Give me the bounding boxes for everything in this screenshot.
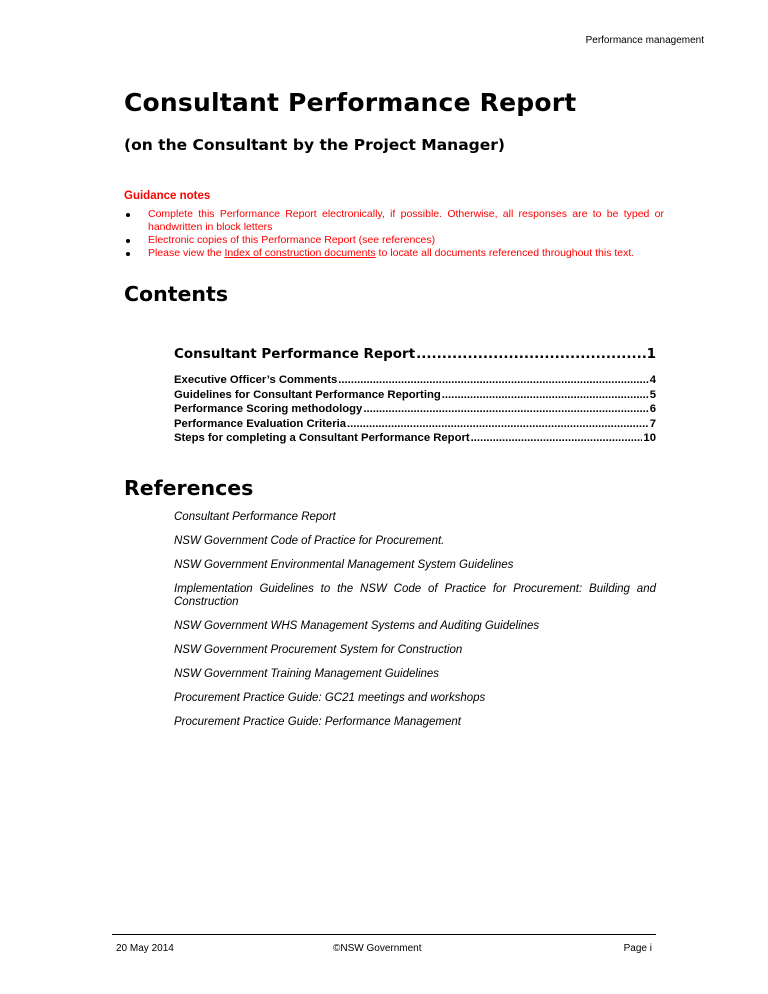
footer-divider xyxy=(112,934,656,935)
toc-entry-main[interactable] xyxy=(174,346,656,368)
references-list xyxy=(174,511,656,740)
document-subtitle: (on the Consultant by the Project Manager) xyxy=(124,136,505,154)
toc-entry-title: Guidelines for Consultant Performance Reporting xyxy=(174,388,441,401)
reference-item: Procurement Practice Guide: GC21 meetings and workshops xyxy=(174,692,486,704)
document-title: Consultant Performance Report xyxy=(124,88,577,117)
reference-item: NSW Government WHS Management Systems and Auditing Guidelines xyxy=(174,620,540,632)
reference-item: NSW Government Procurement System for Construction xyxy=(174,644,463,656)
toc-entry-page: 7 xyxy=(649,417,656,430)
index-of-construction-documents-link[interactable]: Index of construction documents xyxy=(224,247,376,259)
toc-entry-page: 4 xyxy=(649,374,656,386)
reference-item: NSW Government Training Management Guidelines xyxy=(174,668,440,680)
guidance-item xyxy=(124,247,664,260)
toc-entry[interactable] xyxy=(174,432,656,447)
toc-entry-page: 10 xyxy=(643,432,656,444)
guidance-item: Electronic copies of this Performance Report (see references) xyxy=(124,234,664,247)
guidance-notes-list xyxy=(124,208,664,260)
toc-entry-title: Consultant Performance Report xyxy=(174,346,416,362)
footer-date: 20 May 2014 xyxy=(116,943,174,954)
contents-heading: Contents xyxy=(124,282,229,306)
toc-entry[interactable] xyxy=(174,418,656,433)
reference-item: Consultant Performance Report xyxy=(174,511,336,523)
footer-copyright: ©NSW Government xyxy=(333,943,422,954)
reference-item: NSW Government Code of Practice for Procurement. xyxy=(174,535,445,547)
toc-entry[interactable] xyxy=(174,374,656,389)
toc-entry[interactable] xyxy=(174,389,656,404)
table-of-contents xyxy=(174,346,656,447)
reference-item: NSW Government Environmental Management System Guidelines xyxy=(174,559,514,571)
reference-item: Procurement Practice Guide: Performance Management xyxy=(174,716,461,728)
toc-entry[interactable] xyxy=(174,403,656,418)
toc-dot-leader xyxy=(442,389,649,401)
toc-entry-title: Performance Evaluation Criteria xyxy=(174,417,347,430)
reference-item: Implementation Guidelines to the NSW Code of Practice for Procurement: Building and Construction xyxy=(174,583,656,608)
toc-entry-page: 1 xyxy=(646,346,656,362)
guidance-item: Complete this Performance Report electronically, if possible. Otherwise, all responses are to be typed or handwritten in block letters xyxy=(124,208,664,234)
guidance-item-prefix: Please view the xyxy=(148,247,225,259)
toc-dot-leader xyxy=(416,346,645,362)
footer-page-number: Page i xyxy=(623,943,652,954)
running-header: Performance management xyxy=(585,35,704,46)
toc-entry-title: Steps for completing a Consultant Performance Report xyxy=(174,432,470,444)
toc-dot-leader xyxy=(347,418,649,430)
toc-dot-leader xyxy=(338,374,648,386)
guidance-item-suffix: to locate all documents referenced throughout this text. xyxy=(375,247,635,259)
toc-entry-title: Executive Officer’s Comments xyxy=(174,374,338,386)
toc-dot-leader xyxy=(363,403,648,415)
toc-entry-title: Performance Scoring methodology xyxy=(174,403,363,415)
guidance-notes-heading: Guidance notes xyxy=(124,190,211,202)
references-heading: References xyxy=(124,476,254,500)
toc-entry-page: 6 xyxy=(649,403,656,415)
toc-entry-page: 5 xyxy=(649,388,656,401)
toc-dot-leader xyxy=(471,432,643,444)
